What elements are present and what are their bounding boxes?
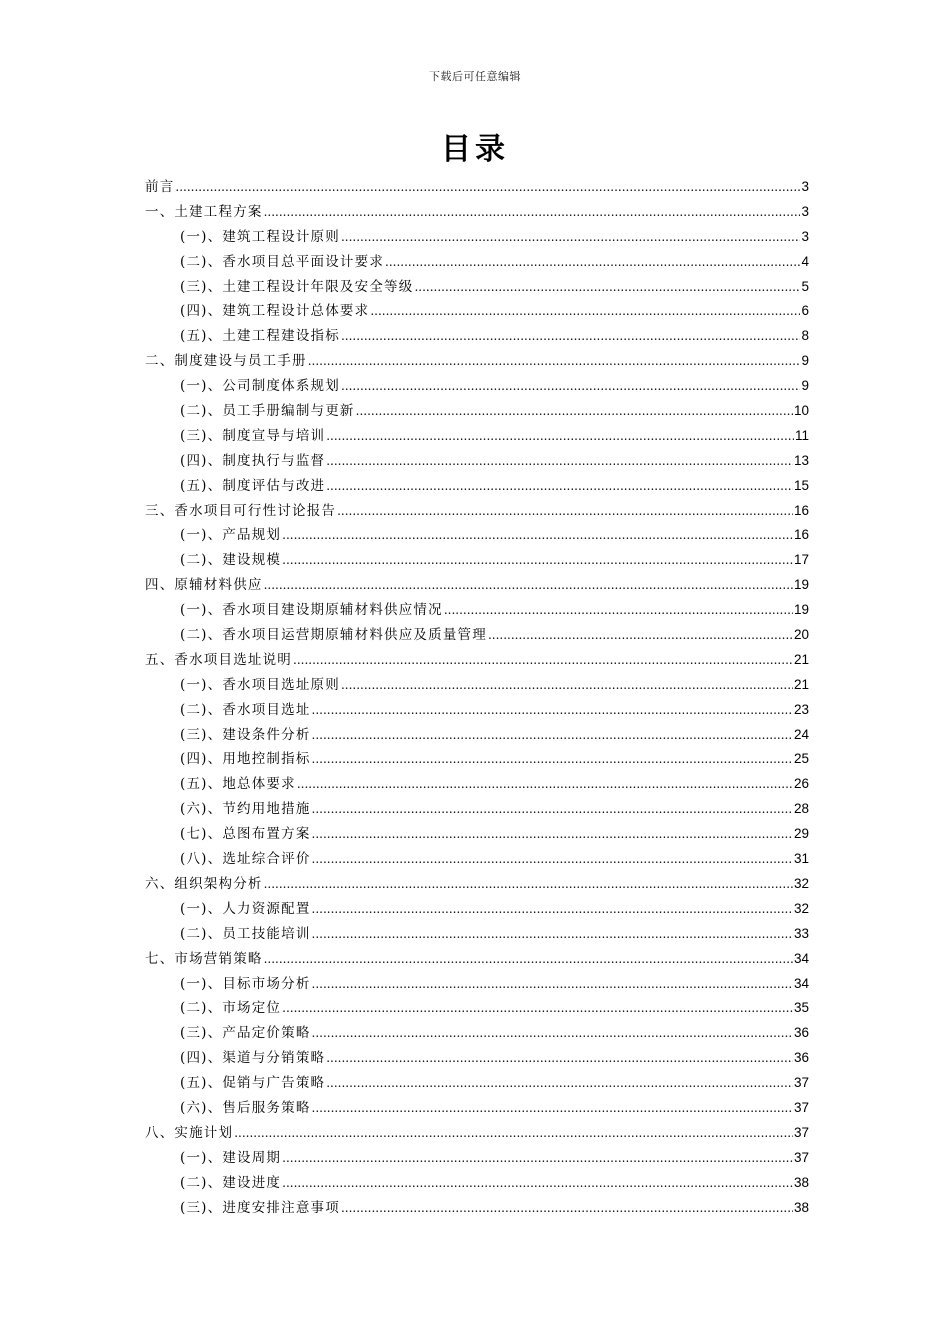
toc-entry-label: (二)、市场定位 [180, 1000, 282, 1017]
toc-entry-section[interactable] [145, 548, 809, 573]
toc-entry-page-number: 34 [793, 950, 809, 966]
toc-entry-label: (三)、制度宣导与培训 [180, 427, 326, 444]
toc-entry-chapter[interactable] [145, 175, 809, 200]
toc-entry-label: (八)、选址综合评价 [180, 851, 311, 868]
toc-entry-page-number: 32 [793, 900, 809, 916]
toc-entry-page-number: 16 [793, 502, 809, 518]
toc-entry-section[interactable] [145, 1196, 809, 1221]
toc-dot-leader [312, 1096, 793, 1121]
toc-entry-page-number: 28 [793, 801, 809, 817]
toc-entry-section[interactable] [145, 1096, 809, 1121]
toc-entry-label: (一)、香水项目选址原则 [180, 676, 340, 693]
toc-dot-leader [356, 399, 793, 424]
toc-entry-page-number: 26 [793, 776, 809, 792]
toc-entry-page-number: 3 [801, 203, 809, 219]
toc-entry-page-number: 15 [793, 477, 809, 493]
toc-entry-label: (五)、土建工程建设指标 [180, 328, 340, 345]
page-header: 下载后可任意编辑 [429, 70, 521, 83]
toc-entry-label: 七、市场营销策略 [145, 950, 263, 967]
toc-entry-label: (二)、香水项目总平面设计要求 [180, 253, 385, 270]
toc-entry-section[interactable] [145, 797, 809, 822]
toc-entry-label: (四)、制度执行与监督 [180, 452, 326, 469]
toc-dot-leader [312, 698, 793, 723]
toc-dot-leader [312, 747, 793, 772]
toc-dot-leader [312, 972, 793, 997]
toc-entry-chapter[interactable] [145, 872, 809, 897]
toc-entry-label: (二)、员工手册编制与更新 [180, 403, 355, 420]
toc-dot-leader [282, 523, 793, 548]
toc-entry-label: (六)、售后服务策略 [180, 1099, 311, 1116]
toc-dot-leader [264, 947, 793, 972]
toc-dot-leader [312, 797, 793, 822]
toc-entry-label: 八、实施计划 [145, 1124, 234, 1141]
toc-dot-leader [282, 1146, 793, 1171]
toc-entry-page-number: 36 [793, 1025, 809, 1041]
toc-dot-leader [234, 1121, 793, 1146]
toc-dot-leader [312, 822, 793, 847]
toc-entry-page-number: 5 [801, 278, 809, 294]
toc-dot-leader [264, 200, 801, 225]
toc-entry-section[interactable] [145, 250, 809, 275]
toc-entry-label: (一)、人力资源配置 [180, 900, 311, 917]
toc-entry-page-number: 3 [801, 228, 809, 244]
toc-entry-label: (四)、用地控制指标 [180, 751, 311, 768]
toc-entry-page-number: 31 [793, 851, 809, 867]
toc-entry-section[interactable] [145, 324, 809, 349]
toc-entry-label: (五)、制度评估与改进 [180, 477, 326, 494]
toc-entry-section[interactable] [145, 299, 809, 324]
toc-entry-section[interactable] [145, 1146, 809, 1171]
toc-entry-section[interactable] [145, 523, 809, 548]
toc-entry-label: (一)、建设周期 [180, 1149, 282, 1166]
toc-entry-label: 六、组织架构分析 [145, 875, 263, 892]
toc-entry-page-number: 29 [793, 826, 809, 842]
toc-entry-section[interactable] [145, 822, 809, 847]
toc-entry-page-number: 34 [793, 975, 809, 991]
toc-entry-section[interactable] [145, 972, 809, 997]
toc-entry-section[interactable] [145, 772, 809, 797]
toc-dot-leader [385, 250, 800, 275]
toc-entry-section[interactable] [145, 225, 809, 250]
toc-entry-section[interactable] [145, 598, 809, 623]
toc-entry-label: 四、原辅材料供应 [145, 577, 263, 594]
toc-entry-chapter[interactable] [145, 573, 809, 598]
toc-entry-label: (五)、促销与广告策略 [180, 1075, 326, 1092]
toc-dot-leader [282, 1171, 793, 1196]
toc-dot-leader [312, 847, 793, 872]
toc-entry-page-number: 33 [793, 925, 809, 941]
toc-dot-leader [312, 922, 793, 947]
toc-title: 目录 [441, 132, 509, 167]
toc-entry-page-number: 13 [793, 452, 809, 468]
toc-entry-label: (二)、建设进度 [180, 1174, 282, 1191]
toc-dot-leader [326, 424, 794, 449]
toc-entry-label: (一)、建筑工程设计原则 [180, 228, 340, 245]
toc-entry-page-number: 9 [801, 353, 809, 369]
toc-entry-chapter[interactable] [145, 648, 809, 673]
toc-entry-chapter[interactable] [145, 1121, 809, 1146]
toc-dot-leader [370, 299, 800, 324]
toc-entry-page-number: 35 [793, 1000, 809, 1016]
toc-entry-label: 一、土建工程方案 [145, 203, 263, 220]
toc-entry-page-number: 37 [793, 1124, 809, 1140]
toc-entry-section[interactable] [145, 747, 809, 772]
toc-entry-label: (一)、香水项目建设期原辅材料供应情况 [180, 602, 443, 619]
toc-entry-label: (三)、建设条件分析 [180, 726, 311, 743]
toc-entry-page-number: 4 [801, 253, 809, 269]
toc-dot-leader [312, 723, 793, 748]
toc-entry-chapter[interactable] [145, 947, 809, 972]
toc-entry-section[interactable] [145, 897, 809, 922]
toc-entry-page-number: 8 [801, 328, 809, 344]
toc-dot-leader [312, 897, 793, 922]
toc-entry-page-number: 6 [801, 303, 809, 319]
toc-entry-page-number: 20 [793, 627, 809, 643]
toc-entry-label: (四)、渠道与分销策略 [180, 1050, 326, 1067]
toc-entry-section[interactable] [145, 673, 809, 698]
toc-dot-leader [326, 1046, 793, 1071]
toc-entry-page-number: 36 [793, 1050, 809, 1066]
toc-entry-chapter[interactable] [145, 200, 809, 225]
toc-entry-page-number: 21 [793, 651, 809, 667]
toc-entry-section[interactable] [145, 1071, 809, 1096]
toc-entry-page-number: 38 [793, 1199, 809, 1215]
toc-dot-leader [264, 872, 793, 897]
toc-entry-page-number: 23 [793, 701, 809, 717]
toc-dot-leader [326, 449, 793, 474]
toc-entry-page-number: 9 [801, 378, 809, 394]
toc-entry-page-number: 10 [793, 403, 809, 419]
toc-dot-leader [488, 623, 793, 648]
toc-entry-section[interactable] [145, 723, 809, 748]
toc-entry-label: 五、香水项目选址说明 [145, 651, 292, 668]
toc-entry-section[interactable] [145, 474, 809, 499]
toc-entry-label: (二)、香水项目选址 [180, 701, 311, 718]
toc-entry-label: (三)、土建工程设计年限及安全等级 [180, 278, 414, 295]
toc-entry-label: (二)、香水项目运营期原辅材料供应及质量管理 [180, 627, 487, 644]
toc-dot-leader [414, 275, 800, 300]
toc-entry-label: (六)、节约用地措施 [180, 801, 311, 818]
table-of-contents [145, 175, 809, 1220]
toc-entry-label: 二、制度建设与员工手册 [145, 353, 307, 370]
toc-dot-leader [264, 573, 793, 598]
toc-dot-leader [326, 474, 793, 499]
toc-entry-chapter[interactable] [145, 499, 809, 524]
toc-entry-label: (一)、公司制度体系规划 [180, 378, 340, 395]
toc-entry-page-number: 24 [793, 726, 809, 742]
toc-dot-leader [337, 499, 793, 524]
toc-entry-section[interactable] [145, 1046, 809, 1071]
toc-entry-label: (二)、建设规模 [180, 552, 282, 569]
toc-entry-page-number: 21 [793, 676, 809, 692]
toc-dot-leader [341, 324, 801, 349]
toc-entry-label: (三)、产品定价策略 [180, 1025, 311, 1042]
toc-entry-label: (五)、地总体要求 [180, 776, 296, 793]
toc-entry-section[interactable] [145, 623, 809, 648]
toc-dot-leader [341, 673, 793, 698]
toc-entry-section[interactable] [145, 1021, 809, 1046]
toc-entry-label: (一)、目标市场分析 [180, 975, 311, 992]
toc-entry-section[interactable] [145, 698, 809, 723]
toc-entry-label: (一)、产品规划 [180, 527, 282, 544]
toc-entry-label: (四)、建筑工程设计总体要求 [180, 303, 370, 320]
toc-entry-page-number: 25 [793, 751, 809, 767]
toc-dot-leader [282, 548, 793, 573]
toc-entry-page-number: 38 [793, 1174, 809, 1190]
toc-entry-section[interactable] [145, 1171, 809, 1196]
toc-entry-label: 前言 [145, 179, 175, 195]
toc-entry-section[interactable] [145, 847, 809, 872]
toc-entry-page-number: 32 [793, 875, 809, 891]
toc-dot-leader [282, 996, 793, 1021]
toc-entry-page-number: 19 [793, 577, 809, 593]
toc-entry-page-number: 17 [793, 552, 809, 568]
toc-entry-section[interactable] [145, 449, 809, 474]
toc-dot-leader [312, 1021, 793, 1046]
toc-dot-leader [341, 225, 801, 250]
toc-entry-page-number: 16 [793, 527, 809, 543]
toc-entry-page-number: 37 [793, 1099, 809, 1115]
toc-entry-chapter[interactable] [145, 349, 809, 374]
toc-entry-page-number: 11 [794, 427, 809, 443]
toc-entry-section[interactable] [145, 374, 809, 399]
toc-entry-page-number: 37 [793, 1075, 809, 1091]
toc-entry-page-number: 19 [793, 602, 809, 618]
toc-dot-leader [175, 175, 800, 200]
toc-entry-section[interactable] [145, 424, 809, 449]
toc-entry-section[interactable] [145, 275, 809, 300]
toc-entry-label: 三、香水项目可行性讨论报告 [145, 502, 337, 519]
toc-entry-page-number: 37 [793, 1149, 809, 1165]
toc-dot-leader [444, 598, 793, 623]
toc-dot-leader [308, 349, 801, 374]
toc-entry-section[interactable] [145, 399, 809, 424]
toc-dot-leader [293, 648, 793, 673]
toc-entry-label: (七)、总图布置方案 [180, 826, 311, 843]
toc-entry-page-number: 3 [801, 179, 809, 194]
toc-entry-section[interactable] [145, 996, 809, 1021]
toc-dot-leader [341, 374, 801, 399]
toc-entry-label: (三)、进度安排注意事项 [180, 1199, 340, 1216]
toc-entry-section[interactable] [145, 922, 809, 947]
toc-entry-label: (二)、员工技能培训 [180, 925, 311, 942]
toc-dot-leader [326, 1071, 793, 1096]
toc-dot-leader [341, 1196, 793, 1221]
toc-dot-leader [297, 772, 793, 797]
